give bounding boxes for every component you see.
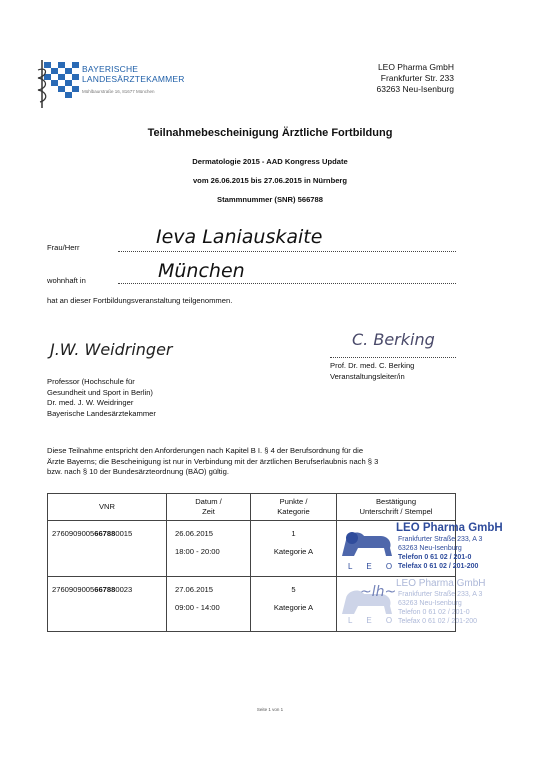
header-points-line2: Kategorie xyxy=(277,507,310,516)
sender-street: Frankfurter Str. 233 xyxy=(380,73,454,83)
legal-paragraph xyxy=(47,446,467,478)
header-points-line1: Punkte / xyxy=(279,497,308,506)
residence-line xyxy=(118,283,456,284)
row1-points-value: 1 xyxy=(291,529,296,538)
logo-address: Mühlbaurstraße 16, 81677 München xyxy=(82,89,155,94)
row2-vnr xyxy=(48,577,167,632)
logo-line2: LANDESÄRZTEKAMMER xyxy=(82,74,185,84)
legal-paragraph-line3: bzw. nach § 10 der Bundesärzteordnung (BÄO) gültig. xyxy=(47,467,229,476)
signatory-left-line2: Gesundheit und Sport in Berlin) xyxy=(47,387,153,397)
stamp-leo-letters: L E O xyxy=(348,562,399,571)
row1-datetime xyxy=(167,521,251,577)
table-header-row xyxy=(48,494,456,521)
stamp2-street: Frankfurter Straße 233, A 3 xyxy=(398,591,483,598)
signatory-left-line1: Professor (Hochschule für xyxy=(47,377,135,386)
stamp2-fax: Telefax 0 61 02 / 201-200 xyxy=(398,618,478,625)
row2-datetime xyxy=(167,577,251,632)
stamp2-company: LEO Pharma GmbH xyxy=(396,578,486,589)
signatory-left-line3: Dr. med. J. W. Weidringer xyxy=(47,398,134,407)
signature-weidringer: J.W. Weidringer xyxy=(50,340,173,359)
row2-date: 27.06.2015 xyxy=(175,585,214,594)
stamp-signature-scribble: ~lh~ xyxy=(360,584,397,600)
row2-time: 09:00 - 14:00 xyxy=(175,603,220,612)
row1-date: 26.06.2015 xyxy=(175,529,214,538)
participant-name-line xyxy=(118,251,456,252)
stamp2-city: 63263 Neu-Isenburg xyxy=(398,600,462,607)
header-date-line1: Datum / xyxy=(195,497,222,506)
signature-right-line xyxy=(330,357,456,358)
stamp-street: Frankfurter Straße 233, A 3 xyxy=(398,536,483,543)
sender-name: LEO Pharma GmbH xyxy=(377,62,454,72)
header-date xyxy=(167,494,251,521)
signatory-right xyxy=(330,361,414,382)
logo-line1: BAYERISCHE xyxy=(82,64,139,74)
participant-label: Frau/Herr xyxy=(47,243,80,252)
event-name: Dermatologie 2015 - AAD Kongress Update xyxy=(192,157,348,166)
header-confirmation xyxy=(337,494,456,521)
document-title: Teilnahmebescheinigung Ärztliche Fortbildung xyxy=(147,127,393,139)
row2-points-value: 5 xyxy=(291,585,296,594)
legal-paragraph-line1: Diese Teilnahme entspricht den Anforderungen nach Kapitel B I. § 4 der Berufsordnung für die xyxy=(47,446,364,455)
chamber-logo-emblem xyxy=(34,58,82,110)
row1-vnr xyxy=(48,521,167,577)
participant-name: Ieva Laniauskaite xyxy=(156,226,323,248)
residence-label: wohnhaft in xyxy=(47,276,86,285)
stamp-phone: Telefon 0 61 02 / 201-0 xyxy=(398,554,472,561)
header-points xyxy=(251,494,337,521)
row1-category: Kategorie A xyxy=(273,547,314,556)
row2-vnr-snr: 66788 xyxy=(94,585,116,594)
header-confirmation-line1: Bestätigung xyxy=(375,497,417,506)
legal-paragraph-line2: Ärzte Bayerns; die Bescheinigung ist nur in Verbindung mit der ärztlichen Berufserlaubnis nach § 3 xyxy=(47,456,379,466)
sender-address xyxy=(376,62,454,95)
stamp-city: 63263 Neu-Isenburg xyxy=(398,545,462,552)
event-snr: Stammnummer (SNR) 566788 xyxy=(217,195,323,204)
row2-vnr-suffix: 0023 xyxy=(115,585,133,594)
header-vnr: VNR xyxy=(48,494,167,521)
signatory-right-line2: Veranstaltungsleiter/in xyxy=(330,371,405,381)
participation-statement: hat an dieser Fortbildungsveranstaltung teilgenommen. xyxy=(47,296,233,305)
row2-category: Kategorie A xyxy=(273,603,314,612)
stamp-fax: Telefax 0 61 02 / 201-200 xyxy=(398,563,479,570)
row1-time: 18:00 - 20:00 xyxy=(175,547,220,556)
row1-points xyxy=(251,521,337,577)
stamp-company: LEO Pharma GmbH xyxy=(396,522,503,534)
company-stamp xyxy=(334,520,518,574)
row1-vnr-snr: 66788 xyxy=(94,529,116,538)
signatory-left-line4: Bayerische Landesärztekammer xyxy=(47,408,156,418)
row1-vnr-suffix: 0015 xyxy=(115,529,133,538)
lion-icon xyxy=(338,526,396,560)
row2-points xyxy=(251,577,337,632)
stamp2-leo-letters: L E O xyxy=(348,616,399,625)
participant-residence: München xyxy=(158,260,245,282)
row2-vnr-prefix: 2760909005 xyxy=(52,585,95,594)
signature-berking: C. Berking xyxy=(352,330,435,349)
event-dates: vom 26.06.2015 bis 27.06.2015 in Nürnberg xyxy=(192,176,348,185)
signatory-right-line1: Prof. Dr. med. C. Berking xyxy=(330,361,415,370)
header-date-line2: Zeit xyxy=(202,507,215,516)
page-number: Seite 1 von 1 xyxy=(256,707,284,712)
signatory-left xyxy=(47,377,156,419)
sender-city: 63263 Neu-Isenburg xyxy=(376,84,454,94)
stamp2-phone: Telefon 0 61 02 / 201-0 xyxy=(398,609,470,616)
row1-vnr-prefix: 2760909005 xyxy=(52,529,95,538)
header-confirmation-line2: Unterschrift / Stempel xyxy=(359,507,433,516)
